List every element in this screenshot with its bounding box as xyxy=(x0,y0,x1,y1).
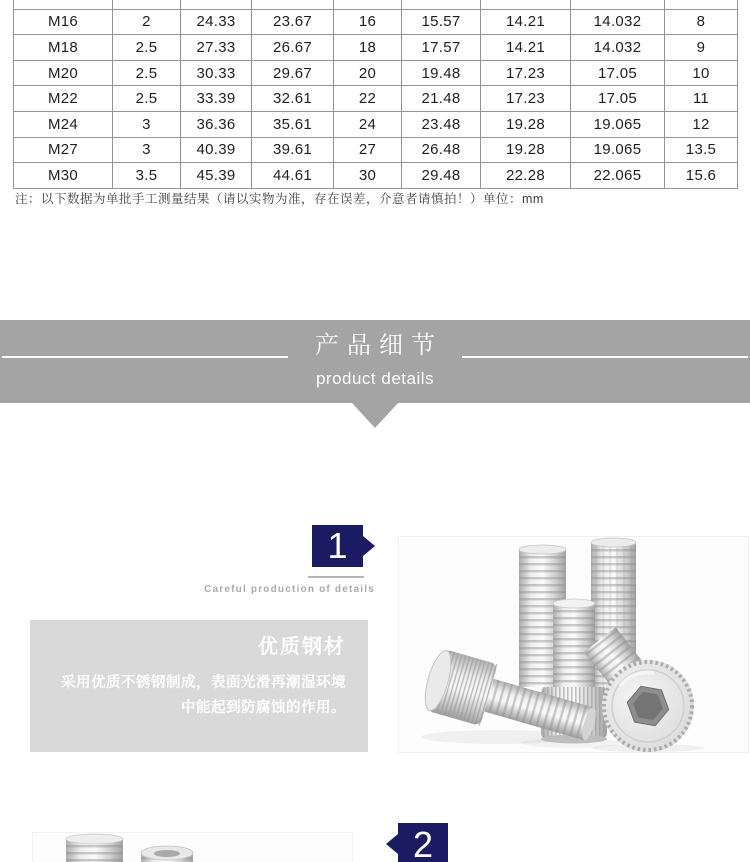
quality-steel-card xyxy=(30,620,368,752)
table-cell-clipped xyxy=(665,0,738,9)
banner-title-zh: 产品细节 xyxy=(315,332,443,359)
table-cell: 23.67 xyxy=(252,9,334,35)
details-banner xyxy=(0,320,750,403)
table-cell: 14.21 xyxy=(481,9,571,35)
table-cell: 21.48 xyxy=(402,86,481,112)
table-cell: 36.36 xyxy=(181,111,252,137)
spec-table xyxy=(13,0,738,189)
table-cell: 44.61 xyxy=(252,163,334,189)
table-cell: 11 xyxy=(665,86,738,112)
table-cell: M24 xyxy=(14,111,113,137)
table-cell-clipped xyxy=(113,0,181,9)
section-number-badge-2: 2 xyxy=(398,823,448,862)
table-cell-clipped xyxy=(402,0,481,9)
table-cell: 3.5 xyxy=(113,163,181,189)
table-row xyxy=(14,60,738,86)
table-row-clipped xyxy=(14,0,738,9)
table-cell: M16 xyxy=(14,9,113,35)
table-cell: 2.5 xyxy=(113,35,181,61)
table-cell: 26.48 xyxy=(402,137,481,163)
arrow-left-icon xyxy=(386,834,398,854)
card-text-line-1: 采用优质不锈钢制成，表面光滑再潮湿环境 xyxy=(61,675,346,691)
table-cell: 14.21 xyxy=(481,35,571,61)
table-cell: 23.48 xyxy=(402,111,481,137)
table-cell: 16 xyxy=(334,9,402,35)
table-cell: 17.23 xyxy=(481,60,571,86)
table-cell: M30 xyxy=(14,163,113,189)
screws-photo-illustration xyxy=(399,537,748,752)
table-cell: M20 xyxy=(14,60,113,86)
table-cell-clipped xyxy=(334,0,402,9)
table-cell: 19.48 xyxy=(402,60,481,86)
table-cell: 30 xyxy=(334,163,402,189)
card-title: 优质钢材 xyxy=(258,636,346,658)
table-cell: 2.5 xyxy=(113,86,181,112)
table-cell: 12 xyxy=(665,111,738,137)
table-cell: 35.61 xyxy=(252,111,334,137)
table-cell: 33.39 xyxy=(181,86,252,112)
screws-photo-illustration-2 xyxy=(33,833,352,862)
product-photo-screws-2 xyxy=(32,832,353,862)
table-cell: 24 xyxy=(334,111,402,137)
table-cell: 22.28 xyxy=(481,163,571,189)
table-row xyxy=(14,163,738,189)
table-cell-clipped xyxy=(14,0,113,9)
section-number-badge-1: 1 xyxy=(312,525,363,567)
caption-underline xyxy=(308,576,364,578)
table-cell-clipped xyxy=(181,0,252,9)
table-cell: M27 xyxy=(14,137,113,163)
arrow-right-icon xyxy=(363,536,375,556)
table-cell: 15.6 xyxy=(665,163,738,189)
table-cell: 27 xyxy=(334,137,402,163)
table-cell: 8 xyxy=(665,9,738,35)
table-cell: 19.065 xyxy=(571,111,665,137)
table-cell: 3 xyxy=(113,111,181,137)
table-cell: 18 xyxy=(334,35,402,61)
table-row xyxy=(14,111,738,137)
table-cell: 3 xyxy=(113,137,181,163)
table-cell: M22 xyxy=(14,86,113,112)
table-cell: 20 xyxy=(334,60,402,86)
table-cell: 22 xyxy=(334,86,402,112)
table-cell: 29.67 xyxy=(252,60,334,86)
table-cell: 26.67 xyxy=(252,35,334,61)
table-cell-clipped xyxy=(252,0,334,9)
table-cell: 14.032 xyxy=(571,9,665,35)
table-cell: 24.33 xyxy=(181,9,252,35)
table-row xyxy=(14,86,738,112)
table-cell: 27.33 xyxy=(181,35,252,61)
table-cell: 40.39 xyxy=(181,137,252,163)
table-cell: 19.28 xyxy=(481,137,571,163)
table-cell: 13.5 xyxy=(665,137,738,163)
table-cell: 45.39 xyxy=(181,163,252,189)
table-cell: 2 xyxy=(113,9,181,35)
table-cell-clipped xyxy=(571,0,665,9)
table-cell: 17.23 xyxy=(481,86,571,112)
banner-notch-icon xyxy=(352,403,398,428)
product-photo-screws xyxy=(398,536,749,753)
table-cell: 30.33 xyxy=(181,60,252,86)
table-cell: M18 xyxy=(14,35,113,61)
table-cell: 29.48 xyxy=(402,163,481,189)
table-cell: 22.065 xyxy=(571,163,665,189)
table-row xyxy=(14,9,738,35)
table-cell: 14.032 xyxy=(571,35,665,61)
table-cell-clipped xyxy=(481,0,571,9)
banner-title-en: product details xyxy=(315,369,435,388)
measurement-note: 注：以下数据为单批手工测量结果（请以实物为准，存在误差，介意者请慎拍！）单位：mm xyxy=(15,192,544,206)
table-row xyxy=(14,35,738,61)
section-caption: Careful production of details xyxy=(204,584,375,595)
table-cell: 17.05 xyxy=(571,60,665,86)
table-cell: 9 xyxy=(665,35,738,61)
table-cell: 19.065 xyxy=(571,137,665,163)
table-cell: 2.5 xyxy=(113,60,181,86)
table-row xyxy=(14,137,738,163)
card-text-line-2: 中能起到防腐蚀的作用。 xyxy=(181,700,346,716)
table-cell: 17.05 xyxy=(571,86,665,112)
table-cell: 32.61 xyxy=(252,86,334,112)
table-cell: 10 xyxy=(665,60,738,86)
table-cell: 19.28 xyxy=(481,111,571,137)
table-cell: 17.57 xyxy=(402,35,481,61)
table-cell: 15.57 xyxy=(402,9,481,35)
table-cell: 39.61 xyxy=(252,137,334,163)
